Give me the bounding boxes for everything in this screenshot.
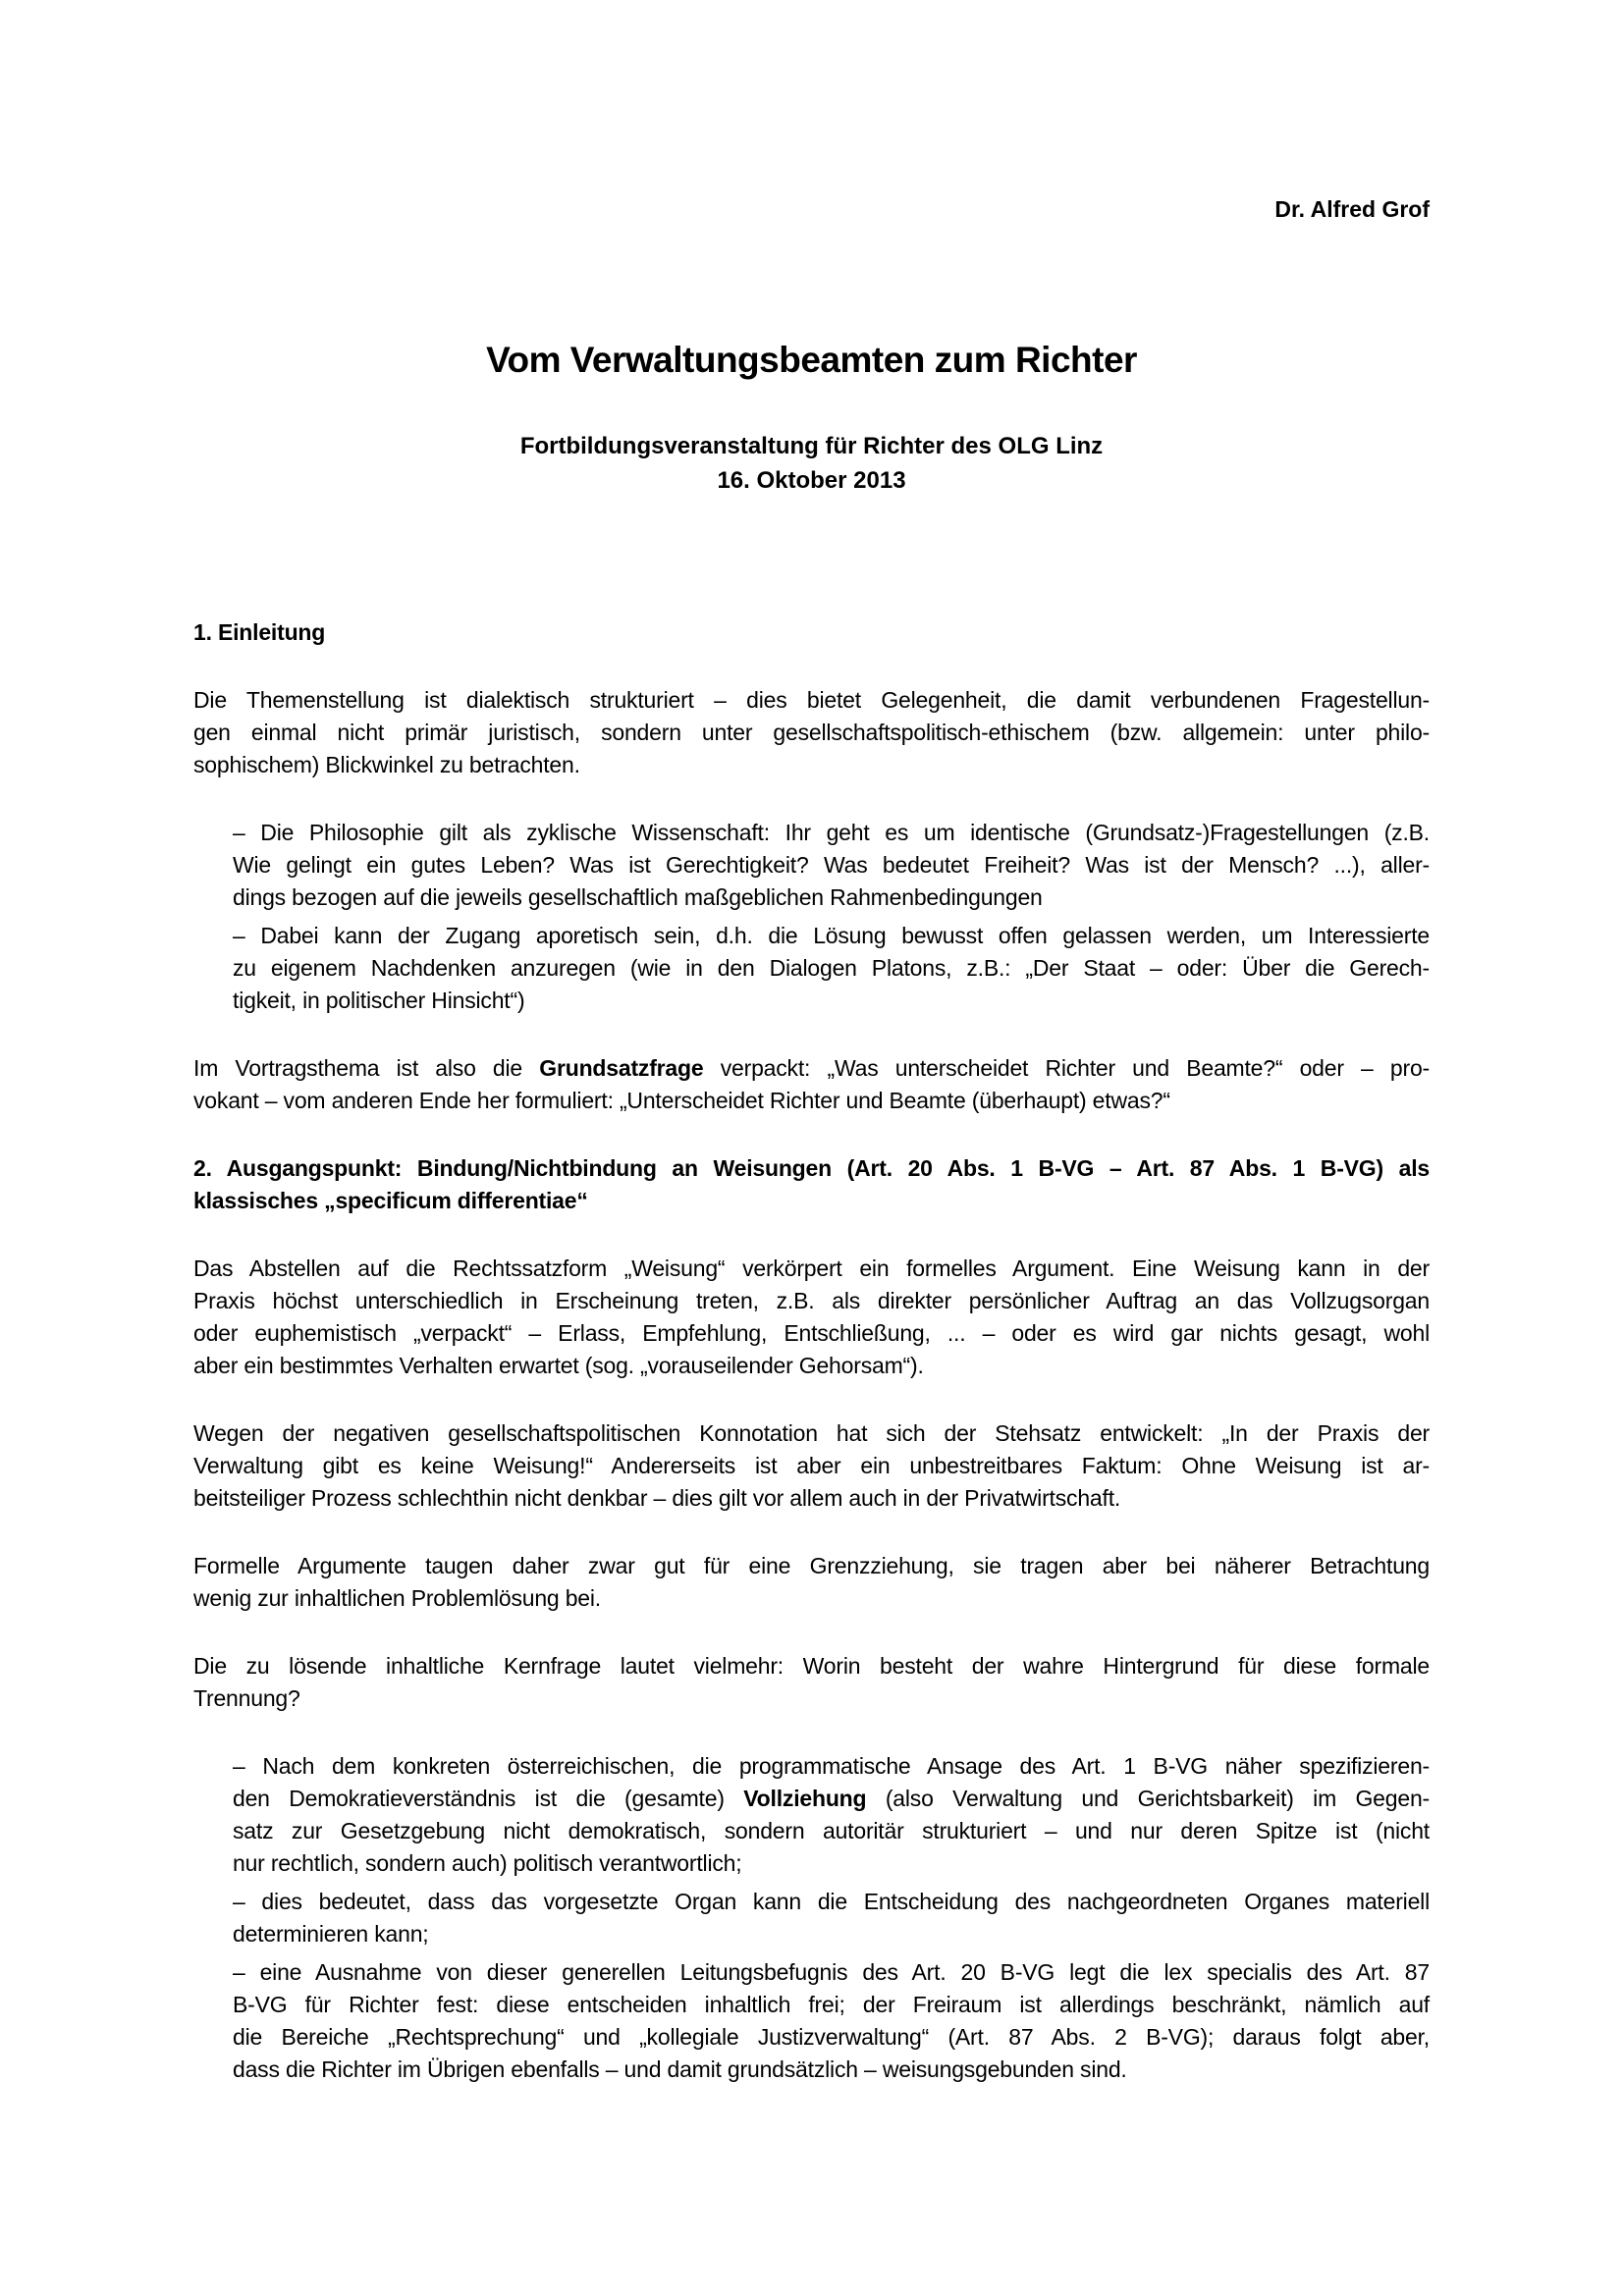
bullet-list [193, 817, 1430, 1017]
paragraph [193, 1052, 1430, 1117]
text-line: – Dabei kann der Zugang aporetisch sein, d.h. die Lösung bewusst offen gelassen werden, um Interessierte [233, 923, 1430, 948]
text-line: Das Abstellen auf die Rechtssatzform „Weisung“ verkörpert ein formelles Argument. Eine Weisung kann in der [193, 1255, 1430, 1281]
text-line: die Bereiche „Rechtsprechung“ und „kollegiale Justizverwaltung“ (Art. 87 Abs. 2 B-VG); daraus folgt aber, [233, 2024, 1430, 2050]
list-item [233, 1956, 1430, 2086]
text-line: Die Themenstellung ist dialektisch strukturiert – dies bietet Gelegenheit, die damit verbundenen Fragestellun- [193, 687, 1430, 713]
text-line: den Demokratieverständnis ist die (gesamte) Vollziehung (also Verwaltung und Gerichtsbarkeit) im Gegen- [233, 1786, 1430, 1811]
text-line: beitsteiliger Prozess schlechthin nicht denkbar – dies gilt vor allem auch in der Privatwirtschaft. [193, 1485, 1121, 1511]
list-item [233, 1886, 1430, 1950]
paragraph [193, 1417, 1430, 1515]
section-heading [193, 616, 1430, 649]
text-line: Wie gelingt ein gutes Leben? Was ist Gerechtigkeit? Was bedeutet Freiheit? Was ist der Mensch? ...), aller- [233, 852, 1430, 878]
text-line: sophischem) Blickwinkel zu betrachten. [193, 752, 580, 777]
text-line: 1. Einleitung [193, 619, 326, 645]
document-body [193, 616, 1430, 2086]
text-line: wenig zur inhaltlichen Problemlösung bei. [193, 1585, 601, 1611]
subtitle-date: 16. Oktober 2013 [717, 467, 906, 494]
list-item [233, 817, 1430, 914]
text-line: Wegen der negativen gesellschaftspolitischen Konnotation hat sich der Stehsatz entwickelt: „In der Praxis der [193, 1420, 1430, 1446]
bullet-list [193, 1750, 1430, 2086]
text-line: oder euphemistisch „verpackt“ – Erlass, Empfehlung, Entschließung, ... – oder es wird gar nichts gesagt, wohl [193, 1320, 1430, 1346]
text-line: B-VG für Richter fest: diese entscheiden inhaltlich frei; der Freiraum ist allerdings beschränkt, nämlich auf [233, 1992, 1430, 2017]
text-line: vokant – vom anderen Ende her formuliert: „Unterscheidet Richter und Beamte (überhaupt) etwas?“ [193, 1088, 1170, 1113]
author-line: Dr. Alfred Grof [1274, 196, 1430, 222]
text-line: Verwaltung gibt es keine Weisung!“ Andererseits ist aber ein unbestreitbares Faktum: Ohne Weisung ist ar- [193, 1453, 1430, 1478]
text-line: 2. Ausgangspunkt: Bindung/Nichtbindung an Weisungen (Art. 20 Abs. 1 B-VG – Art. 87 Abs. 1 B-VG) als [193, 1155, 1430, 1181]
paragraph [193, 1550, 1430, 1615]
subtitle-event: Fortbildungsveranstaltung für Richter des OLG Linz [519, 433, 1104, 459]
document-title: Vom Verwaltungsbeamten zum Richter [486, 340, 1137, 380]
text-line: Praxis höchst unterschiedlich in Erscheinung treten, z.B. als direkter persönlicher Auftrag an das Vollzugsorgan [193, 1288, 1430, 1313]
text-line: dass die Richter im Übrigen ebenfalls – und damit grundsätzlich – weisungsgebunden sind. [233, 2056, 1127, 2082]
text-line: klassisches „specificum differentiae“ [193, 1188, 588, 1213]
text-line: zu eigenem Nachdenken anzuregen (wie in den Dialogen Platons, z.B.: „Der Staat – oder: Über die Gerech- [233, 955, 1430, 981]
text-line: – Nach dem konkreten österreichischen, die programmatische Ansage des Art. 1 B-VG näher spezifizieren- [233, 1753, 1430, 1779]
paragraph [193, 1650, 1430, 1715]
text-line: – eine Ausnahme von dieser generellen Leitungsbefugnis des Art. 20 B-VG legt die lex specialis des Art. 87 [233, 1959, 1430, 1985]
list-item [233, 1750, 1430, 1880]
text-line: aber ein bestimmtes Verhalten erwartet (sog. „vorauseilender Gehorsam“). [193, 1353, 924, 1378]
text-line: – dies bedeutet, dass das vorgesetzte Organ kann die Entscheidung des nachgeordneten Organes materiell [233, 1889, 1430, 1914]
text-line: Im Vortragsthema ist also die Grundsatzfrage verpackt: „Was unterscheidet Richter und Beamte?“ oder – pro- [193, 1055, 1431, 1081]
text-line: Die zu lösende inhaltliche Kernfrage lautet vielmehr: Worin besteht der wahre Hintergrund für diese formale [193, 1653, 1430, 1679]
text-line: satz zur Gesetzgebung nicht demokratisch, sondern autoritär strukturiert – und nur deren Spitze ist (nicht [233, 1818, 1430, 1843]
text-line: dings bezogen auf die jeweils gesellschaftlich maßgeblichen Rahmenbedingungen [233, 884, 1043, 910]
text-line: Formelle Argumente taugen daher zwar gut für eine Grenzziehung, sie tragen aber bei näherer Betrachtung [193, 1553, 1430, 1578]
text-line: nur rechtlich, sondern auch) politisch verantwortlich; [233, 1850, 742, 1876]
list-item [233, 920, 1430, 1017]
section-heading [193, 1152, 1430, 1217]
text-line: Trennung? [193, 1685, 300, 1711]
text-line: tigkeit, in politischer Hinsicht“) [233, 988, 525, 1013]
text-line: gen einmal nicht primär juristisch, sondern unter gesellschaftspolitisch-ethischem (bzw. allgemein: unter philo- [193, 720, 1430, 745]
paragraph [193, 1253, 1430, 1382]
text-line: determinieren kann; [233, 1921, 429, 1947]
text-line: – Die Philosophie gilt als zyklische Wissenschaft: Ihr geht es um identische (Grundsatz-)Fragestellungen (z.B. [233, 820, 1430, 845]
paragraph [193, 684, 1430, 781]
